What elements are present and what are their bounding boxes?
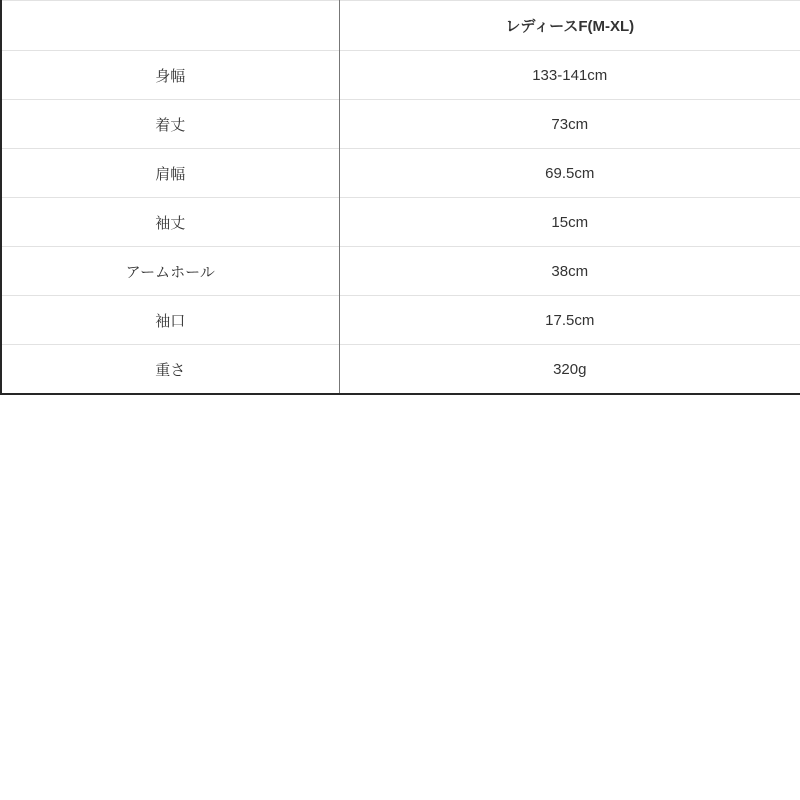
table-row-armhole [1,247,800,296]
measurement-label: 肩幅 [1,149,339,198]
size-table-header-row [1,1,800,51]
measurement-label: 袖口 [1,296,339,345]
table-row-sleeve-length [1,198,800,247]
measurement-label: アームホール [1,247,339,296]
measurement-value: 15cm [339,198,800,247]
measurement-value: 69.5cm [339,149,800,198]
measurement-value: 73cm [339,100,800,149]
measurement-value: 17.5cm [339,296,800,345]
measurement-label: 袖丈 [1,198,339,247]
measurement-value: 320g [339,345,800,395]
measurement-label: 着丈 [1,100,339,149]
size-table-header-empty-cell [1,1,339,51]
measurement-value: 133-141cm [339,51,800,100]
size-table-header-size-cell: レディースF(M-XL) [339,1,800,51]
table-row-weight [1,345,800,395]
size-spec-table [0,0,800,395]
table-row-shoulder-width [1,149,800,198]
measurement-label: 身幅 [1,51,339,100]
measurement-value: 38cm [339,247,800,296]
size-table-header [1,1,800,51]
table-row-cuff [1,296,800,345]
table-row-length [1,100,800,149]
measurement-label: 重さ [1,345,339,395]
table-row-body-width [1,51,800,100]
size-table-body [1,51,800,395]
